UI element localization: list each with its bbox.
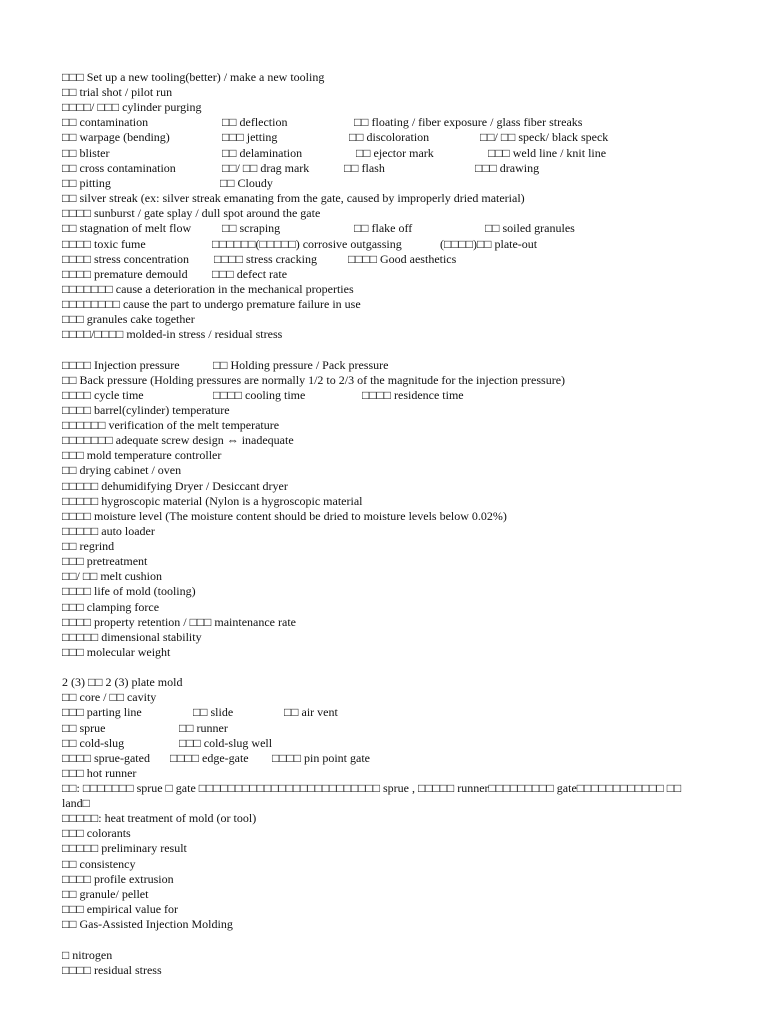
glossary-entry: □□□□ premature demould xyxy=(62,267,188,281)
glossary-entry: □□ blister xyxy=(62,146,110,160)
glossary-entry: □□ regrind xyxy=(62,539,115,553)
glossary-entry: □□ warpage (bending) xyxy=(62,130,170,144)
glossary-entry: □□□□ moisture level (The moisture content should be dried to moisture levels below 0.02%) xyxy=(62,509,507,523)
glossary-entry: □□□ hot runner xyxy=(62,766,137,780)
glossary-entry: □□□□ property retention / □□□ maintenance rate xyxy=(62,615,296,629)
glossary-entry: □□□ colorants xyxy=(62,826,131,840)
glossary-entry: □□ Holding pressure / Pack pressure xyxy=(213,358,389,372)
glossary-entry: □□□ molecular weight xyxy=(62,645,171,659)
glossary-entry: □□ contamination xyxy=(62,115,149,129)
glossary-entry: □□□ drawing xyxy=(475,161,540,175)
glossary-entry: □□ cross contamination xyxy=(62,161,176,175)
glossary-entry: □□□ granules cake together xyxy=(62,312,195,326)
glossary-entry: □□□□ residual stress xyxy=(62,963,162,977)
glossary-entry: □□□□ sprue-gated xyxy=(62,751,150,765)
glossary-entry: □□□□□ auto loader xyxy=(62,524,155,538)
glossary-entry: □□ silver streak (ex: silver streak emanating from the gate, caused by improperly dried material) xyxy=(62,191,525,205)
glossary-entry: □□□□ stress cracking xyxy=(214,252,317,266)
glossary-entry: □□ deflection xyxy=(222,115,288,129)
glossary-entry: □□□□/ □□□ cylinder purging xyxy=(62,100,202,114)
glossary-entry: □□ flash xyxy=(344,161,385,175)
glossary-entry: □□□ Set up a new tooling(better) / make a new tooling xyxy=(62,70,325,84)
glossary-entry: □□□ empirical value for xyxy=(62,902,179,916)
glossary-entry: □□□ cold-slug well xyxy=(179,736,273,750)
glossary-entry: □□ Cloudy xyxy=(220,176,273,190)
glossary-entry: □□□□ edge-gate xyxy=(170,751,249,765)
glossary-entry: □□ cold-slug xyxy=(62,736,125,750)
glossary-entry: □□ slide xyxy=(193,705,234,719)
glossary-entry: □□□□ toxic fume xyxy=(62,237,146,251)
glossary-entry: □□□□□□□ cause a deterioration in the mechanical properties xyxy=(62,282,354,296)
glossary-entry: □ nitrogen xyxy=(62,948,113,962)
glossary-entry: □□□ weld line / knit line xyxy=(488,146,607,160)
glossary-entry: □□□□□□(□□□□□) corrosive outgassing xyxy=(212,237,402,251)
glossary-entry: □□ flake off xyxy=(354,221,413,235)
glossary-entry: □□□ parting line xyxy=(62,705,142,719)
glossary-entry: □□ delamination xyxy=(222,146,303,160)
glossary-entry: □□□□ cooling time xyxy=(213,388,306,402)
glossary-entry: (□□□□)□□ plate-out xyxy=(440,237,538,251)
glossary-entry: □□□□ sunburst / gate splay / dull spot around the gate xyxy=(62,206,321,220)
glossary-entry: □□ Gas-Assisted Injection Molding xyxy=(62,917,233,931)
glossary-entry: □□□□/□□□□ molded-in stress / residual stress xyxy=(62,327,283,341)
glossary-entry: □□□□ stress concentration xyxy=(62,252,189,266)
glossary-entry: □□□ mold temperature controller xyxy=(62,448,222,462)
glossary-entry: □□□□□ preliminary result xyxy=(62,841,187,855)
glossary-entry: □□ drying cabinet / oven xyxy=(62,463,182,477)
glossary-entry: □□□□□□ verification of the melt temperature xyxy=(62,418,280,432)
glossary-entry: □□□□□□□ adequate screw design ⇔ inadequate xyxy=(62,433,294,447)
glossary-entry: □□ consistency xyxy=(62,857,136,871)
glossary-entry: □□□□ barrel(cylinder) temperature xyxy=(62,403,230,417)
glossary-entry: □□□□□ hygroscopic material (Nylon is a hygroscopic material xyxy=(62,494,363,508)
glossary-entry: □□□□□: heat treatment of mold (or tool) xyxy=(62,811,257,825)
glossary-entry: □□ ejector mark xyxy=(356,146,434,160)
glossary-entry: □□ discoloration xyxy=(349,130,430,144)
glossary-entry: □□□□ Good aesthetics xyxy=(348,252,457,266)
glossary-entry: □□□□ profile extrusion xyxy=(62,872,174,886)
glossary-entry: □□ pitting xyxy=(62,176,111,190)
glossary-entry: □□□□□ dimensional stability xyxy=(62,630,202,644)
glossary-entry: □□□ pretreatment xyxy=(62,554,148,568)
glossary-entry: □□ granule/ pellet xyxy=(62,887,149,901)
glossary-entry: □□/ □□ speck/ black speck xyxy=(480,130,609,144)
glossary-entry: □□□□ life of mold (tooling) xyxy=(62,584,196,598)
glossary-entry: □□ soiled granules xyxy=(485,221,575,235)
glossary-entry: □□ scraping xyxy=(222,221,281,235)
glossary-entry: □□□□□ dehumidifying Dryer / Desiccant dryer xyxy=(62,479,288,493)
glossary-entry: □□/ □□ drag mark xyxy=(222,161,310,175)
glossary-entry: □□ runner xyxy=(179,721,228,735)
glossary-entry: □□/ □□ melt cushion xyxy=(62,569,162,583)
glossary-entry: □□ stagnation of melt flow xyxy=(62,221,192,235)
glossary-entry: □□□ jetting xyxy=(222,130,278,144)
glossary-entry: 2 (3) □□ 2 (3) plate mold xyxy=(62,675,183,689)
glossary-entry: □□ Back pressure (Holding pressures are normally 1/2 to 2/3 of the magnitude for the injection pressure) xyxy=(62,373,566,387)
glossary-entry: □□ floating / fiber exposure / glass fiber streaks xyxy=(354,115,583,129)
glossary-entry: □□□□ pin point gate xyxy=(272,751,370,765)
glossary-entry: □□□□ residence time xyxy=(362,388,464,402)
glossary-entry: □□ sprue xyxy=(62,721,106,735)
glossary-entry: □□ core / □□ cavity xyxy=(62,690,157,704)
glossary-entry: □□ trial shot / pilot run xyxy=(62,85,173,99)
glossary-entry: □□□□ cycle time xyxy=(62,388,144,402)
glossary-entry: □□□ clamping force xyxy=(62,600,160,614)
glossary-note: □□: □□□□□□□ sprue □ gate □□□□□□□□□□□□□□□□□□□□□□□□□ sprue , □□□□□ runner□□□□□□□□□ gate□□□□□□□□□□□□ □□ land□ xyxy=(62,781,682,810)
glossary-entry: □□□□ Injection pressure xyxy=(62,358,180,372)
glossary-entry: □□ air vent xyxy=(284,705,338,719)
glossary-entry: □□□ defect rate xyxy=(212,267,288,281)
glossary-entry: □□□□□□□□ cause the part to undergo premature failure in use xyxy=(62,297,361,311)
